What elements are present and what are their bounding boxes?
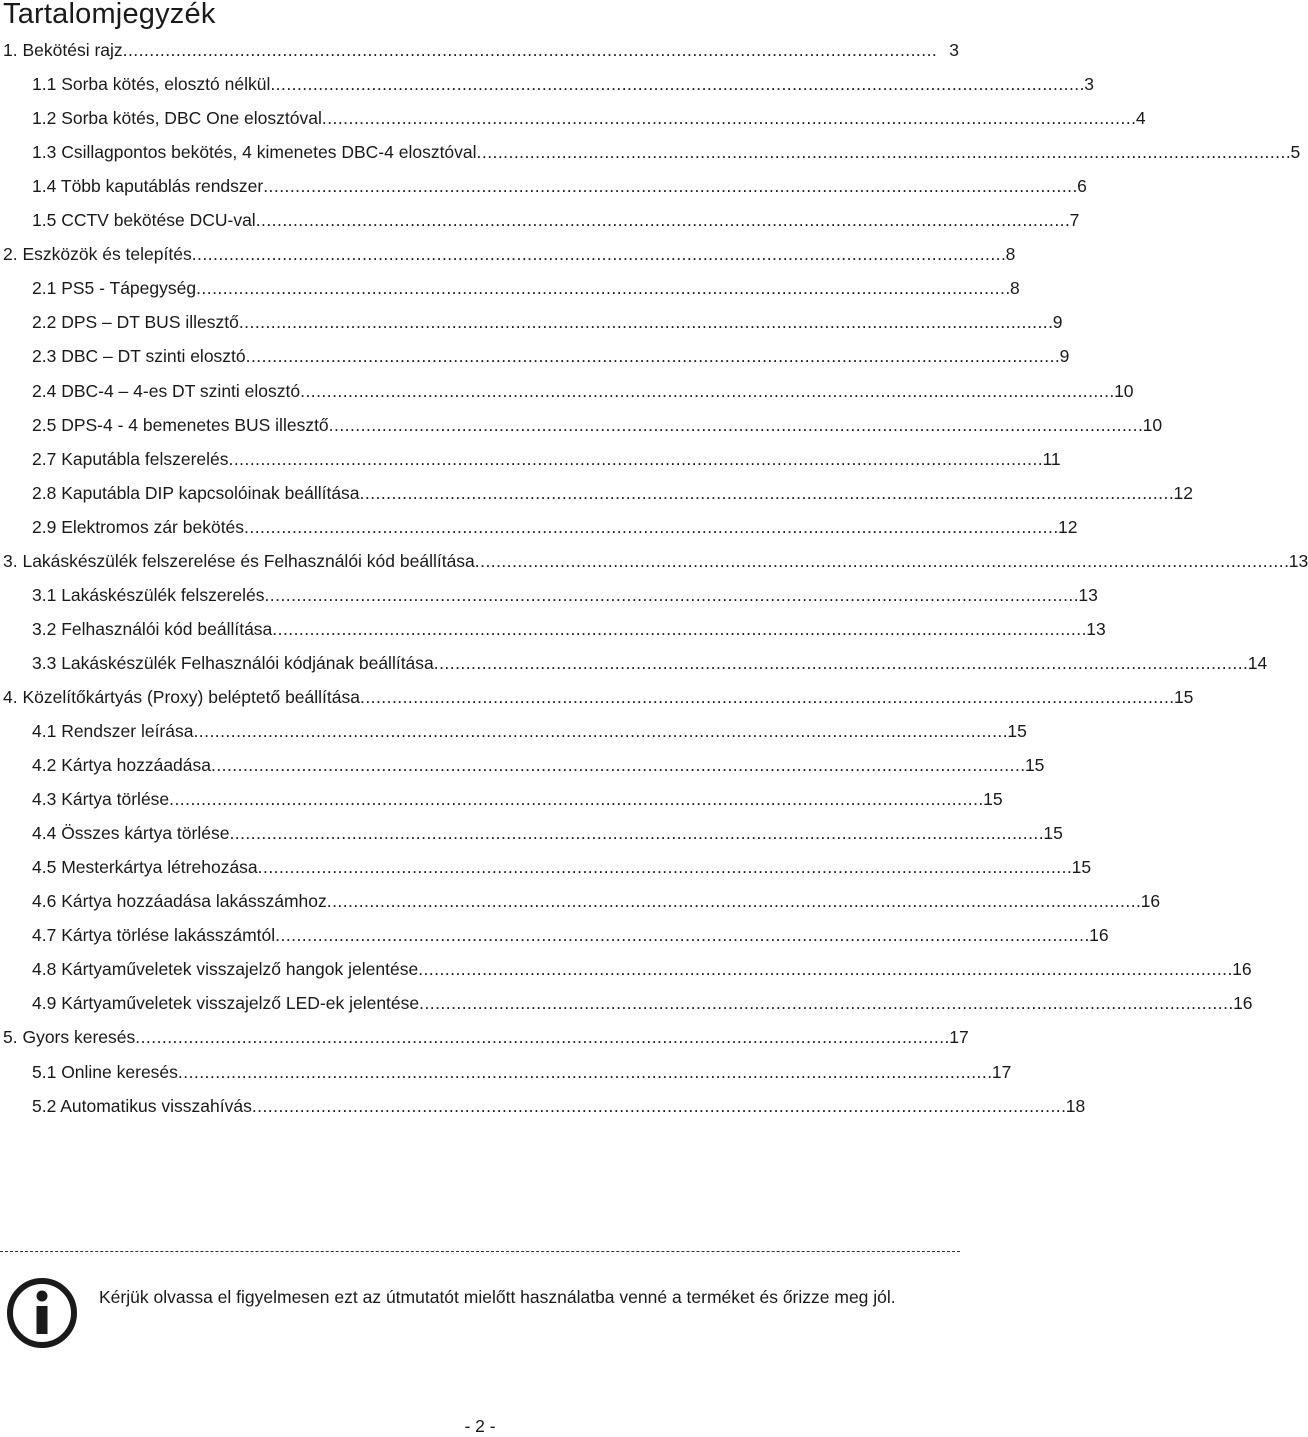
toc-entry[interactable] (0, 779, 1003, 810)
toc-entry-label: 4.1 Rendszer leírása (32, 721, 194, 741)
toc-leader-dots (229, 823, 1041, 843)
toc-leader-dots (193, 721, 1005, 741)
toc-entry[interactable] (0, 949, 1252, 980)
toc-leader-dots (475, 551, 1287, 571)
toc-leader-dots (192, 244, 1004, 264)
toc-leader-dots (252, 1096, 1064, 1116)
toc-leader-dots (244, 517, 1056, 537)
divider (0, 1251, 960, 1252)
toc-entry[interactable] (0, 1017, 969, 1048)
toc-entry-label: 1. Bekötési rajz (3, 40, 123, 60)
toc-entry-label: 5.2 Automatikus visszahívás (32, 1095, 252, 1116)
toc-entry[interactable] (0, 200, 1080, 231)
toc-entry-page: 15 (1007, 721, 1027, 741)
toc-entry-label: 2.7 Kaputábla felszerelés (32, 448, 229, 469)
toc-entry-page: 10 (1114, 380, 1134, 401)
toc-entry-label: 1.2 Sorba kötés, DBC One elosztóval (32, 108, 322, 129)
toc-entry[interactable] (0, 302, 1063, 333)
toc-leader-dots (329, 415, 1141, 435)
toc-entry-page: 13 (1086, 618, 1106, 639)
toc-leader-dots (123, 40, 948, 60)
notice-text: Kérjük olvassa el figyelmesen ezt az útmutatót mielőtt használatba venné a terméket és őrizze meg jól. (99, 1287, 896, 1307)
toc-entry-label: 4.6 Kártya hozzáadása lakásszámhoz (32, 891, 327, 912)
toc-entry-label: 3. Lakáskészülék felszerelése és Felhasználói kód beállítása (3, 550, 475, 571)
toc-entry[interactable] (0, 1086, 1086, 1116)
toc-entry-page: 13 (1288, 550, 1308, 571)
toc-leader-dots (178, 1062, 990, 1082)
toc-entry-label: 4.5 Mesterkártya létrehozása (32, 857, 258, 878)
toc-entry[interactable] (0, 847, 1092, 878)
toc-leader-dots (270, 74, 1082, 94)
toc-entry-page: 7 (1069, 210, 1080, 231)
toc-leader-dots (169, 789, 981, 809)
toc-entry-page: 16 (1232, 959, 1252, 980)
toc-entry-page: 9 (1052, 312, 1063, 333)
toc-entry-label: 4.7 Kártya törlése lakásszámtól (32, 925, 276, 946)
toc-entry-page: 6 (1077, 176, 1087, 197)
toc-entry-page: 14 (1247, 652, 1268, 673)
toc-entry-page: 18 (1065, 1095, 1086, 1116)
toc-leader-dots (246, 346, 1058, 366)
toc-entry-page: 15 (1071, 857, 1092, 878)
toc-entry[interactable] (0, 711, 1027, 741)
toc-entry[interactable] (0, 166, 1087, 197)
toc-entry-page: 3 (949, 40, 959, 60)
toc-leader-dots (360, 483, 1172, 503)
toc-entry-label: 4.9 Kártyaműveletek visszajelző LED-ek jelentése (32, 993, 420, 1014)
toc-leader-dots (275, 925, 1087, 945)
toc-leader-dots (434, 653, 1246, 673)
toc-leader-dots (327, 891, 1139, 911)
toc-entry[interactable] (0, 643, 1268, 673)
toc-leader-dots (263, 176, 1075, 196)
toc-entry[interactable] (0, 881, 1161, 912)
toc-entry-label: 1.5 CCTV bekötése DCU-val (32, 210, 256, 231)
toc-entry-page: 11 (1042, 448, 1061, 469)
toc-entry[interactable] (0, 371, 1134, 401)
toc-leader-dots (322, 108, 1134, 128)
toc-entry[interactable] (0, 132, 1301, 163)
toc-entry-page: 16 (1089, 925, 1109, 946)
toc-entry-label: 1.1 Sorba kötés, elosztó nélkül (32, 74, 271, 95)
toc-leader-dots (264, 585, 1076, 605)
toc-entry-page: 16 (1140, 891, 1161, 912)
page-title: Tartalomjegyzék (3, 0, 216, 30)
toc-entry-page: 3 (1084, 74, 1095, 95)
toc-entry[interactable] (0, 473, 1193, 503)
toc-entry[interactable] (0, 813, 1063, 844)
info-icon (6, 1277, 78, 1349)
toc-leader-dots (256, 210, 1068, 230)
toc-leader-dots (229, 449, 1041, 469)
toc-entry[interactable] (0, 64, 1095, 95)
toc-entry-label: 3.3 Lakáskészülék Felhasználói kódjának beállítása (32, 652, 434, 673)
toc-entry-page: 8 (1010, 278, 1020, 299)
toc-entry-label: 3.2 Felhasználói kód beállítása (32, 618, 273, 639)
toc-entry[interactable] (0, 405, 1163, 435)
toc-entry[interactable] (0, 507, 1078, 537)
toc-entry[interactable] (0, 268, 1020, 299)
toc-leader-dots (196, 278, 1008, 298)
toc-entry-page: 15 (1173, 686, 1194, 707)
toc-entry[interactable] (0, 234, 1016, 265)
toc-leader-dots (300, 381, 1112, 401)
toc-entry[interactable] (0, 30, 959, 60)
toc-entry-page: 9 (1059, 346, 1070, 367)
toc-entry-label: 4.3 Kártya törlése (32, 789, 170, 810)
toc-entry-page: 16 (1233, 993, 1253, 1014)
toc-entry-label: 5. Gyors keresés (3, 1027, 136, 1048)
toc-entry-label: 1.3 Csillagpontos bekötés, 4 kimenetes DBC-4 elosztóval (32, 142, 477, 163)
toc-leader-dots (135, 1027, 947, 1047)
toc-leader-dots (258, 857, 1070, 877)
toc-entry-label: 4. Közelítőkártyás (Proxy) beléptető beállítása (3, 686, 360, 707)
toc-entry-label: 2.5 DPS-4 - 4 bemenetes BUS illesztő (32, 414, 329, 435)
toc-entry[interactable] (0, 575, 1098, 605)
toc-entry-page: 5 (1290, 142, 1301, 163)
toc-leader-dots (360, 687, 1172, 707)
toc-leader-dots (272, 619, 1084, 639)
toc-entry-label: 5.1 Online keresés (32, 1061, 178, 1082)
toc-entry[interactable] (0, 541, 1308, 571)
toc-leader-dots (211, 755, 1023, 775)
toc-leader-dots (418, 959, 1230, 979)
toc-entry-label: 2.2 DPS – DT BUS illesztő (32, 312, 239, 333)
toc-entry-label: 2.9 Elektromos zár bekötés (32, 516, 245, 537)
toc-entry-label: 2.1 PS5 - Tápegység (32, 278, 197, 299)
toc-entry-label: 4.8 Kártyaműveletek visszajelző hangok jelentése (32, 959, 419, 980)
toc-entry-page: 10 (1142, 414, 1163, 435)
toc-entry-page: 15 (1024, 755, 1045, 776)
page-number: - 2 - (464, 1416, 496, 1436)
toc-entry-label: 2.4 DBC-4 – 4-es DT szinti elosztó (32, 380, 301, 401)
toc-entry-page: 8 (1005, 244, 1016, 265)
toc-entry[interactable] (0, 1052, 1012, 1082)
toc-leader-dots (419, 993, 1231, 1013)
toc-entry-page: 12 (1173, 482, 1193, 503)
toc-entry-label: 2. Eszközök és telepítés (3, 244, 192, 265)
toc-entry-page: 17 (949, 1027, 969, 1048)
toc-entry[interactable] (0, 609, 1106, 639)
toc-entry-page: 15 (1043, 823, 1063, 844)
toc-entry-page: 15 (983, 789, 1003, 810)
toc-entry[interactable] (0, 98, 1146, 129)
toc-leader-dots (477, 142, 1289, 162)
toc-entry-label: 3.1 Lakáskészülék felszerelés (32, 584, 265, 605)
toc-entry[interactable] (0, 983, 1253, 1014)
toc-entry-page: 13 (1078, 584, 1098, 605)
toc-entry[interactable] (0, 677, 1194, 707)
toc-entry-page: 12 (1057, 516, 1078, 537)
toc-leader-dots (239, 312, 1051, 332)
toc-entry[interactable] (0, 336, 1070, 367)
toc-entry[interactable] (0, 915, 1109, 946)
toc-entry[interactable] (0, 439, 1061, 469)
toc-entry-label: 4.2 Kártya hozzáadása (32, 755, 212, 776)
toc-entry-label: 2.3 DBC – DT szinti elosztó (32, 346, 246, 367)
toc-entry-label: 2.8 Kaputábla DIP kapcsolóinak beállítása (32, 482, 360, 503)
toc-entry-page: 4 (1135, 108, 1146, 129)
toc-entry-label: 4.4 Összes kártya törlése (32, 823, 230, 844)
toc-entry-page: 17 (991, 1061, 1012, 1082)
toc-entry[interactable] (0, 745, 1045, 776)
toc-entry-label: 1.4 Több kaputáblás rendszer (32, 176, 264, 197)
